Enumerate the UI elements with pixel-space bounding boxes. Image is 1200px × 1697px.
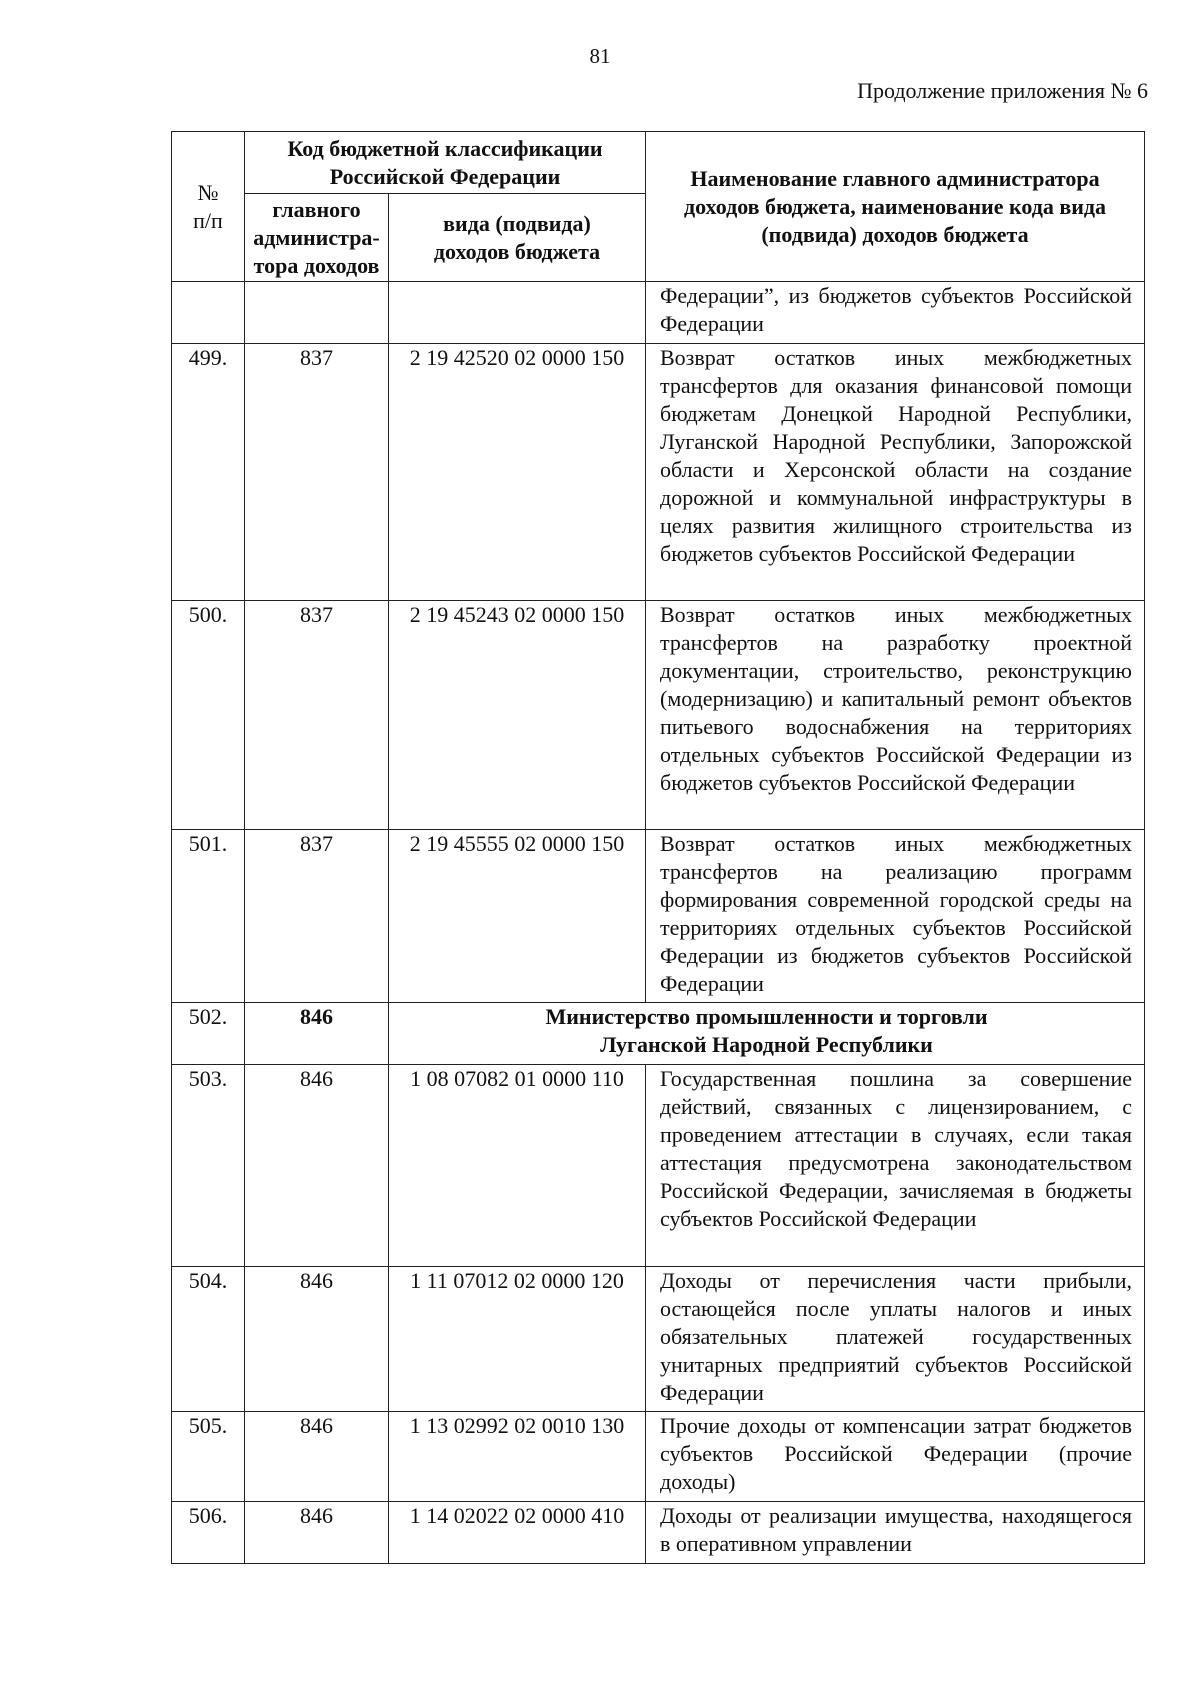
row-income-code: 2 19 45243 02 0000 150 — [389, 601, 646, 830]
ministry-name-line-2: Луганской Народной Республики — [600, 1032, 933, 1057]
row-income-name: Прочие доходы от компенсации затрат бюджетов субъектов Российской Федерации (прочие доходы) — [646, 1412, 1145, 1502]
table-row — [172, 830, 1145, 1003]
ministry-name-line-1: Министерство промышленности и торговли — [545, 1004, 988, 1029]
row-admin-code: 846 — [245, 1267, 389, 1412]
row-income-name: Возврат остатков иных межбюджетных трансфертов на реализацию программ формирования современной городской среды на территориях отдельных субъектов Российской Федерации из бюджетов субъектов Российской Федерации — [646, 830, 1145, 1003]
row-income-code: 2 19 42520 02 0000 150 — [389, 344, 646, 601]
row-number: 499. — [172, 344, 245, 601]
row-admin-code: 846 — [245, 1412, 389, 1502]
row-admin-code: 846 — [245, 1502, 389, 1564]
row-income-name: Возврат остатков иных межбюджетных трансфертов для оказания финансовой помощи бюджетам Донецкой Народной Республики, Луганской Народной Республики, Запорожской области и Херсонской области на создание дорожной и коммунальной инфраструктуры в целях развития жилищного строительства из бюджетов субъектов Российской Федерации — [646, 344, 1145, 601]
table-row — [172, 282, 1145, 344]
table-row-ministry — [172, 1003, 1145, 1065]
row-income-name: Доходы от перечисления части прибыли, остающейся после уплаты налогов и иных обязательных платежей государственных унитарных предприятий субъектов Российской Федерации — [646, 1267, 1145, 1412]
table-row — [172, 601, 1145, 830]
row-income-code: 1 08 07082 01 0000 110 — [389, 1065, 646, 1267]
header-name-column: Наименование главного администратора доходов бюджета, наименование кода вида (подвида) доходов бюджета — [646, 132, 1145, 282]
row-admin-code: 837 — [245, 344, 389, 601]
row-number: 505. — [172, 1412, 245, 1502]
appendix-continuation-caption: Продолжение приложения № 6 — [857, 78, 1148, 103]
row-admin-code: 837 — [245, 601, 389, 830]
header-number-column: № п/п — [172, 132, 245, 282]
table-row — [172, 1065, 1145, 1267]
row-admin-code — [245, 282, 389, 344]
page-number: 81 — [589, 44, 611, 68]
row-income-code: 1 14 02022 02 0000 410 — [389, 1502, 646, 1564]
row-number: 506. — [172, 1502, 245, 1564]
table-row — [172, 1267, 1145, 1412]
row-admin-code: 846 — [245, 1065, 389, 1267]
row-income-code: 1 13 02992 02 0010 130 — [389, 1412, 646, 1502]
row-number: 504. — [172, 1267, 245, 1412]
row-income-code: 1 11 07012 02 0000 120 — [389, 1267, 646, 1412]
header-kbk-group: Код бюджетной классификации Российской Федерации — [245, 132, 646, 194]
row-number: 501. — [172, 830, 245, 1003]
row-number: 502. — [172, 1003, 245, 1065]
budget-classification-table — [171, 131, 1145, 1564]
table-row — [172, 1412, 1145, 1502]
row-income-name: Государственная пошлина за совершение действий, связанных с лицензированием, с проведением аттестации в случаях, если такая аттестация предусмотрена законодательством Российской Федерации, зачисляемая в бюджеты субъектов Российской Федерации — [646, 1065, 1145, 1267]
header-admin-column: главного администра-тора доходов — [245, 194, 389, 282]
row-admin-code: 846 — [245, 1003, 389, 1065]
ministry-name — [389, 1003, 1145, 1065]
row-income-name: Доходы от реализации имущества, находящегося в оперативном управлении — [646, 1502, 1145, 1564]
table-row — [172, 1502, 1145, 1564]
row-income-code: 2 19 45555 02 0000 150 — [389, 830, 646, 1003]
header-code-column: вида (подвида) доходов бюджета — [389, 194, 646, 282]
row-number: 500. — [172, 601, 245, 830]
row-income-name: Федерации”, из бюджетов субъектов Российской Федерации — [646, 282, 1145, 344]
row-income-name: Возврат остатков иных межбюджетных трансфертов на разработку проектной документации, строительство, реконструкцию (модернизацию) и капитальный ремонт объектов питьевого водоснабжения на территориях отдельных субъектов Российской Федерации из бюджетов субъектов Российской Федерации — [646, 601, 1145, 830]
row-admin-code: 837 — [245, 830, 389, 1003]
row-number: 503. — [172, 1065, 245, 1267]
table-row — [172, 344, 1145, 601]
row-income-code — [389, 282, 646, 344]
row-number — [172, 282, 245, 344]
